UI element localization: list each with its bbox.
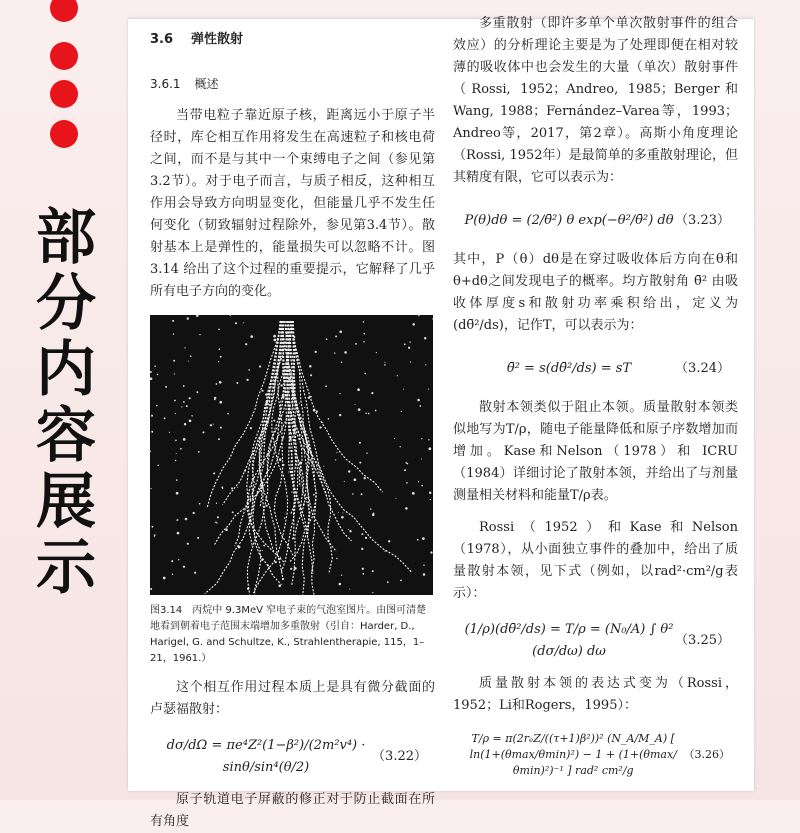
equation-formula: P(θ)dθ = (2/θ̄²) θ exp(−θ²/θ̄²) dθ — [464, 213, 674, 228]
equation-formula: dσ/dΩ = πe⁴Z²(1−β²)/(2m²v⁴) · sinθ/sin⁴(θ/2) — [166, 738, 366, 775]
decor-dot-2 — [50, 42, 78, 70]
equation-3-25 — [453, 619, 738, 663]
book-page — [128, 16, 754, 829]
equation-3-24 — [453, 351, 738, 387]
paragraph: 多重散射（即许多单个单次散射事件的组合效应）的分析理论主要是为了处理即便在相对较薄的吸收体中也会发生的大量（单次）散射事件（Rossi, 1952；Andreo, 1985；Berger和Wang, 1988；Fernández–Varea等，1993；Andreo等，2017，第2章）。高斯小角度理论（Rossi, 1952年）是最简单的多重散射理论，但其精度有限，它可以表示为： — [453, 16, 738, 185]
equation-3-23 — [453, 203, 738, 239]
equation-number: （3.22） — [372, 749, 427, 764]
subsection-heading — [150, 73, 435, 95]
equation-formula: T/ρ = π(2rₑZ/((τ+1)β²))² (N_A/M_A) [ ln(1+(θmax/θmin)²) − 1 + (1+(θmax/θmin)²)⁻¹ ] rad² cm²/g — [469, 732, 677, 777]
section-number: 3.6 — [150, 32, 174, 47]
equation-number: （3.23） — [675, 213, 730, 228]
figure-caption: 图3.14 丙烷中 9.3MeV 窄电子束的气泡室图片。由图可清楚地看到朝着电子范围末端增加多重散射（引自：Harder, D., Harigel, G. and Schultze, K., Strahlentherapie, 115，1–21，1961.） — [150, 605, 427, 664]
left-column — [150, 19, 435, 833]
bubble-chamber-image — [150, 315, 433, 595]
equation-number: （3.25） — [675, 633, 730, 648]
paragraph: 这个相互作用过程本质上是具有微分截面的卢瑟福散射： — [150, 680, 435, 717]
paragraph: 当带电粒子靠近原子核，距离远小于原子半径时，库仑相互作用将发生在高速粒子和核电荷之间，而不是与其中一个束缚电子之间（参见第3.2节）。对于电子而言，与质子相反，这种相互作用会导致方向明显变化，但能量几乎不发生任何变化（韧致辐射过程除外，参见第3.4节）。散射基本上是弹性的，能量损失可以忽略不计。图 3.14 给出了这个过程的重要提示，它解释了几乎所有电子方向的变化。 — [150, 108, 435, 299]
equation-formula: (1/ρ)(dθ̄²/ds) = T/ρ = (N₀/A) ∫ θ² (dσ/dω) dω — [464, 622, 674, 659]
section-title: 弹性散射 — [191, 32, 244, 47]
subsection-number: 3.6.1 — [150, 77, 181, 91]
equation-number: （3.24） — [675, 361, 730, 376]
section-heading — [150, 29, 435, 51]
equation-3-26 — [453, 731, 738, 779]
equation-3-22 — [150, 735, 435, 779]
equation-formula: θ̄² = s(dθ̄²/ds) = sT — [506, 361, 632, 376]
paragraph: 散射本领类似于阻止本领。质量散射本领类似地写为T/ρ，随电子能量降低和原子序数增加而增加。Kase和Nelson（1978）和 ICRU（1984）详细讨论了散射本领，并给出了与剂量测量相关材料和能量T/ρ表。 — [453, 400, 738, 503]
subsection-title: 概述 — [194, 77, 219, 91]
paragraph: 原子轨道电子屏蔽的修正对于防止截面在所有角度 — [150, 792, 435, 829]
equation-number: （3.26） — [683, 748, 730, 761]
paragraph: Rossi（1952）和Kase和Nelson（1978），从小面独立事件的叠加中，给出了质量散射本领，见下式（例如，以rad²·cm²/g表示）： — [453, 520, 738, 601]
decor-dot-3 — [50, 80, 78, 108]
decor-dot-4 — [50, 120, 78, 148]
side-title: 部分内容展示 — [36, 203, 96, 603]
decor-dot-1 — [50, 0, 78, 22]
right-column — [453, 16, 738, 789]
paragraph: 其中，P（θ）dθ是在穿过吸收体后方向在θ和θ+dθ之间发现电子的概率。均方散射角 θ̄² 由吸收体厚度s和散射功率乘积给出，定义为 (dθ̄²/ds)，记作T，可以表示为： — [453, 252, 738, 333]
paragraph: 质量散射本领的表达式变为（Rossi，1952；Li和Rogers，1995）： — [453, 676, 738, 713]
electron-tracks-figure — [150, 315, 433, 595]
